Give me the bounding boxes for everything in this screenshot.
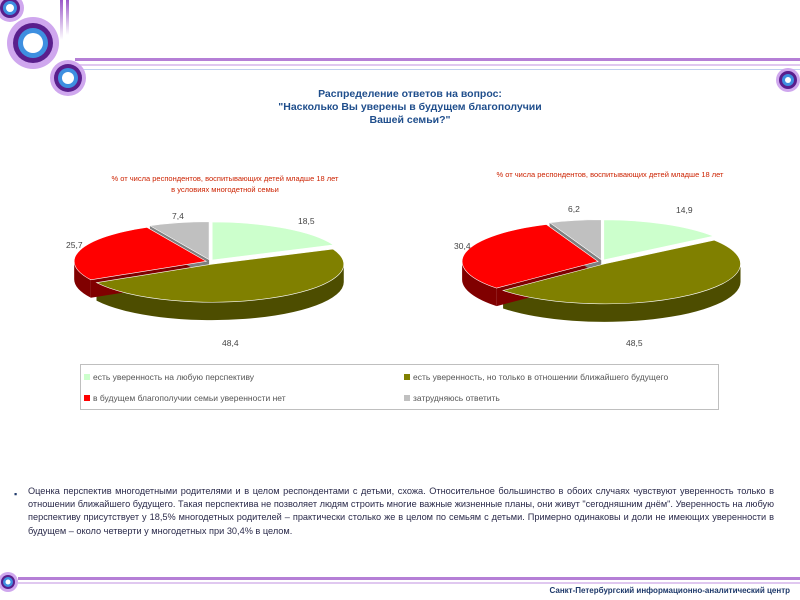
legend-label-4: затрудняюсь ответить [413, 393, 500, 403]
legend-item-3 [84, 393, 286, 403]
pie1-subtitle-line-2: в условиях многодетной семьи [171, 185, 279, 194]
legend-swatch-2 [404, 374, 410, 380]
legend-swatch-3 [84, 395, 90, 401]
pie1-data-label-1: 18,5 [298, 216, 315, 226]
pie-1 [66, 211, 344, 348]
footer-org-name: Санкт-Петербургский информационно-аналитический центр [549, 586, 790, 595]
legend-label-3: в будущем благополучии семьи уверенности нет [93, 393, 286, 403]
pie2-data-label-4: 6,2 [568, 204, 580, 214]
legend-swatch-1 [84, 374, 90, 380]
bullet-icon: ▪ [14, 489, 18, 499]
pie1-data-label-4: 7,4 [172, 211, 184, 221]
title-line-3: Вашей семьи?" [369, 114, 451, 126]
legend-label-2: есть уверенность, но только в отношении ближайшего будущего [413, 372, 669, 382]
pie2-data-label-3: 30,4 [454, 241, 471, 251]
pie1-data-label-2: 48,4 [222, 338, 239, 348]
pie1-data-label-3: 25,7 [66, 240, 83, 250]
pie-2 [454, 204, 741, 348]
title-line-1: Распределение ответов на вопрос: [318, 88, 502, 100]
pie1-subtitle-line-1: % от числа респондентов, воспитывающих детей младше 18 лет [111, 174, 339, 183]
legend-item-2 [404, 372, 668, 382]
legend-item-4 [404, 393, 500, 403]
chart-legend [80, 364, 719, 410]
pie2-subtitle-line-1: % от числа респондентов, воспитывающих детей младше 18 лет [496, 170, 724, 179]
body-paragraph: Оценка перспектив многодетными родителями и в целом респондентами с детьми, схожа. Относительное большинство в обоих случаях чувствуют уверенность только в отношении ближайшего будущего. Такая перспектива не позволяет людям строить многие важные жизненные планы, они живут "сегодняшним днём". Уверенность на любую перспективу присутствует у 18,5% многодетных родителей – практически столько же в целом по семьям с детьми. Примерно одинаковы и доли не имеющих уверенности в будущем – около четверти у многодетных при 30,4% в целом. [28, 486, 774, 536]
pie2-data-label-2: 48,5 [626, 338, 643, 348]
legend-label-1: есть уверенность на любую перспективу [93, 372, 255, 382]
title-line-2: "Насколько Вы уверены в будущем благополучии [278, 101, 542, 113]
pie2-data-label-1: 14,9 [676, 205, 693, 215]
legend-item-1 [84, 372, 254, 382]
legend-swatch-4 [404, 395, 410, 401]
